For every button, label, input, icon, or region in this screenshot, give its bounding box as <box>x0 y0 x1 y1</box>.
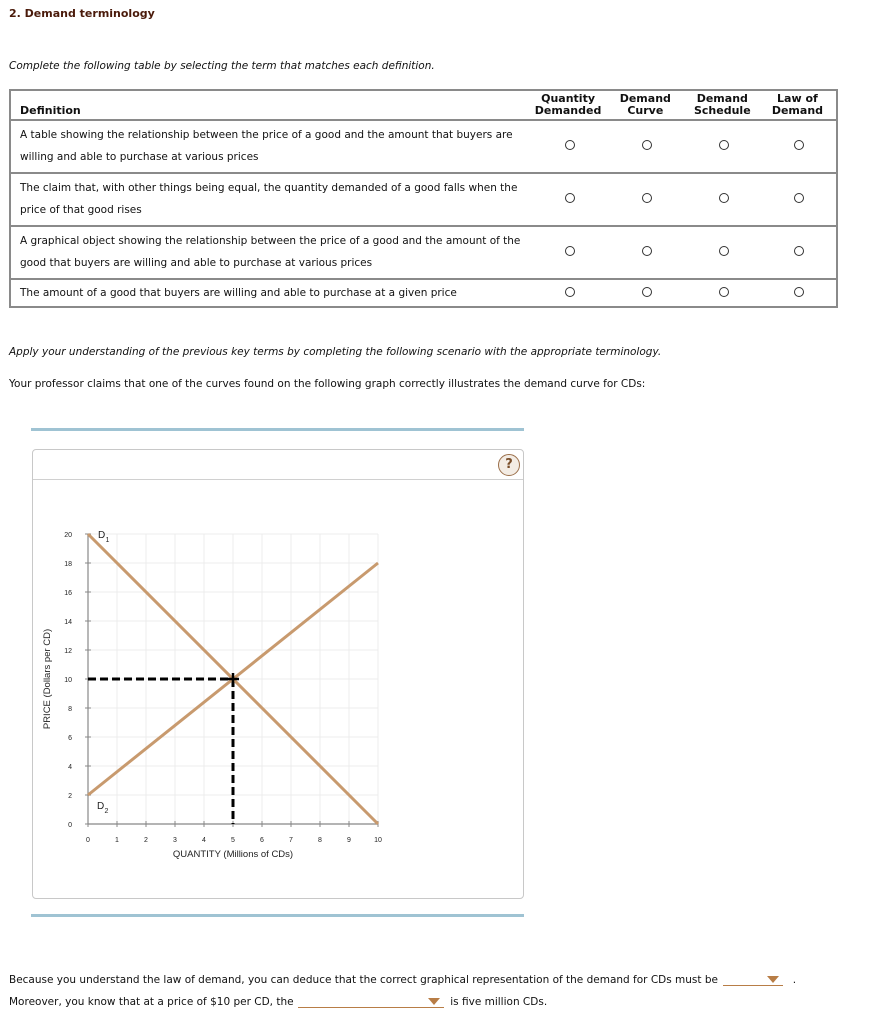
svg-text:8: 8 <box>318 837 322 844</box>
dropdown-arrow-icon <box>428 998 440 1005</box>
svg-text:20: 20 <box>64 532 72 539</box>
sentence-2: Moreover, you know that at a price of $10 per CD, the is five million CDs. <box>9 996 548 1008</box>
svg-text:4: 4 <box>202 837 206 844</box>
svg-text:2: 2 <box>68 793 72 800</box>
radio-demand-schedule[interactable] <box>719 246 729 256</box>
col-header-quantity-demanded: Quantity Demanded <box>534 92 602 117</box>
table-row <box>10 226 837 279</box>
col-header-demand-schedule: Demand Schedule <box>693 92 751 117</box>
definition-cell: A table showing the relationship between the price of a good and the amount that buyers are willing and able to purchase at various prices <box>10 120 531 173</box>
table-row <box>10 120 837 173</box>
svg-text:PRICE (Dollars per CD): PRICE (Dollars per CD) <box>42 628 53 730</box>
sentence-1: Because you understand the law of demand, you can deduce that the correct graphical representation of the demand for CDs must be . <box>9 974 797 986</box>
svg-text:2: 2 <box>104 808 109 815</box>
radio-quantity-demanded[interactable] <box>565 140 575 150</box>
terminology-table <box>9 89 838 308</box>
radio-law-of-demand[interactable] <box>794 246 804 256</box>
radio-demand-curve[interactable] <box>642 246 652 256</box>
professor-claim: Your professor claims that one of the curves found on the following graph correctly illustrates the demand curve for CDs: <box>9 378 646 390</box>
definition-cell: A graphical object showing the relationship between the price of a good and the amount of the good that buyers are willing and able to purchase at various prices <box>10 226 531 279</box>
dropdown-arrow-icon <box>767 976 779 983</box>
col-header-law-of-demand: Law of Demand <box>771 92 824 117</box>
table-row <box>10 173 837 226</box>
table-instruction: Complete the following table by selecting the term that matches each definition. <box>9 60 435 72</box>
radio-demand-curve[interactable] <box>642 287 652 297</box>
radio-demand-schedule[interactable] <box>719 193 729 203</box>
svg-text:1: 1 <box>115 837 119 844</box>
svg-text:8: 8 <box>68 706 72 713</box>
svg-text:QUANTITY (Millions of CDs): QUANTITY (Millions of CDs) <box>172 849 294 860</box>
definition-cell: The claim that, with other things being equal, the quantity demanded of a good falls when the price of that good rises <box>10 173 531 226</box>
svg-text:6: 6 <box>260 837 264 844</box>
radio-demand-schedule[interactable] <box>719 287 729 297</box>
table-header-row <box>10 90 837 120</box>
radio-law-of-demand[interactable] <box>794 193 804 203</box>
svg-text:D: D <box>97 801 105 812</box>
svg-text:12: 12 <box>64 648 72 655</box>
svg-text:18: 18 <box>64 561 72 568</box>
svg-text:D: D <box>98 530 106 541</box>
term-dropdown[interactable] <box>298 995 444 1008</box>
svg-text:3: 3 <box>173 837 177 844</box>
radio-law-of-demand[interactable] <box>794 140 804 150</box>
graph-panel <box>32 449 524 899</box>
col-header-demand-curve: Demand Curve <box>619 92 671 117</box>
definition-cell: The amount of a good that buyers are willing and able to purchase at a given price <box>10 279 531 307</box>
help-icon[interactable]: ? <box>498 454 520 476</box>
graph-top-divider <box>31 428 524 431</box>
table-row <box>10 279 837 307</box>
svg-text:5: 5 <box>231 837 235 844</box>
radio-demand-curve[interactable] <box>642 140 652 150</box>
svg-text:0: 0 <box>86 837 90 844</box>
section-title: 2. Demand terminology <box>9 7 155 20</box>
radio-quantity-demanded[interactable] <box>565 287 575 297</box>
svg-text:10: 10 <box>64 677 72 684</box>
svg-text:4: 4 <box>68 764 72 771</box>
radio-law-of-demand[interactable] <box>794 287 804 297</box>
svg-text:0: 0 <box>68 822 72 829</box>
svg-text:9: 9 <box>347 837 351 844</box>
radio-quantity-demanded[interactable] <box>565 193 575 203</box>
graph-bottom-divider <box>31 914 524 917</box>
svg-text:16: 16 <box>64 590 72 597</box>
svg-text:7: 7 <box>289 837 293 844</box>
apply-instruction: Apply your understanding of the previous key terms by completing the following scenario with the appropriate terminology. <box>9 346 662 358</box>
svg-text:6: 6 <box>68 735 72 742</box>
radio-demand-curve[interactable] <box>642 193 652 203</box>
svg-text:1: 1 <box>105 537 110 544</box>
svg-text:2: 2 <box>144 837 148 844</box>
svg-text:14: 14 <box>64 619 72 626</box>
demand-curve-dropdown[interactable] <box>723 973 783 986</box>
svg-text:10: 10 <box>374 837 382 844</box>
demand-chart <box>33 450 523 898</box>
radio-quantity-demanded[interactable] <box>565 246 575 256</box>
radio-demand-schedule[interactable] <box>719 140 729 150</box>
definition-header: Definition <box>20 104 81 117</box>
